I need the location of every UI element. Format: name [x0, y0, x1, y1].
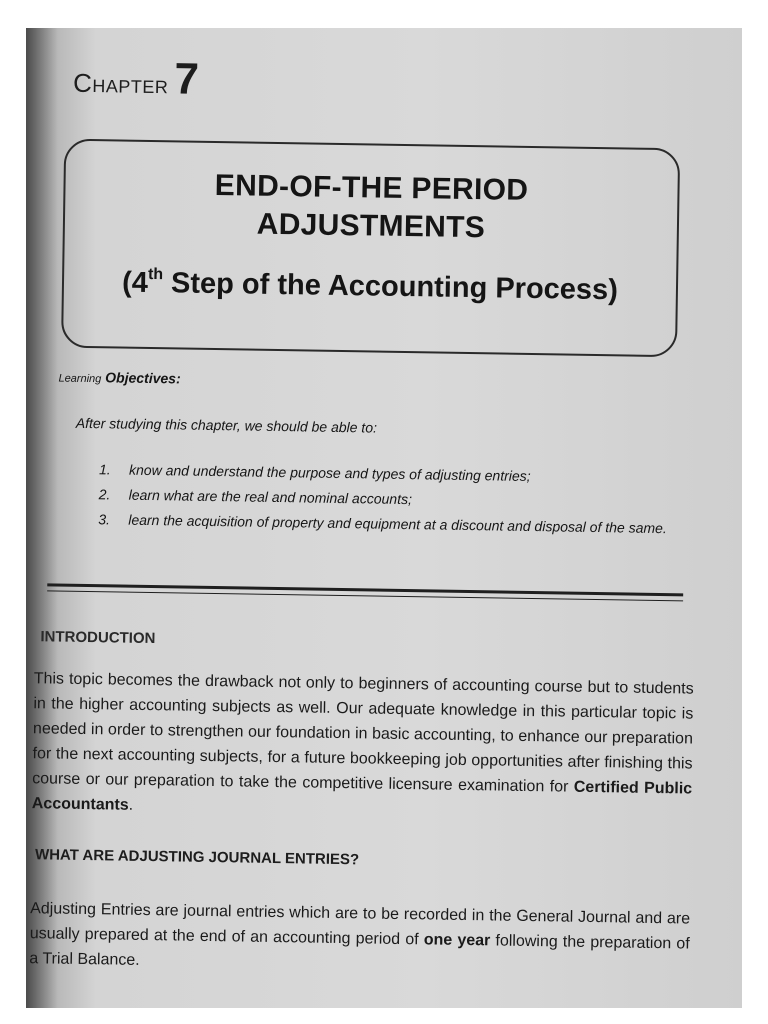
chapter-title-line1: END-OF-THE PERIOD — [214, 168, 529, 207]
adjusting-body-start: Adjusting Entries are journal entries which are to be recorded in the General Journal and are usually prepared at the end of an accounting period of — [29, 900, 691, 949]
adjusting-body-end: following the preparation of a Trial Balance. — [29, 932, 690, 969]
learning-objectives-intro: After studying this chapter, we should be able to: — [75, 414, 378, 436]
introduction-bold-text: Certified Public Accountants — [31, 778, 693, 814]
objective-number: 3. — [98, 511, 111, 528]
introduction-end: . — [128, 796, 134, 814]
learning-objectives-heading — [58, 369, 180, 387]
objective-number: 2. — [98, 486, 111, 503]
objective-text: learn the acquisition of property and equipment at a discount and disposal of the same. — [128, 511, 667, 537]
objectives-word: Objectives: — [101, 369, 181, 387]
chapter-word: Chapter — [72, 67, 169, 100]
document-page — [26, 28, 742, 1008]
chapter-number: 7 — [174, 54, 200, 104]
objectives-list — [98, 457, 679, 541]
chapter-heading — [73, 53, 200, 105]
adjusting-bold-text: one year — [423, 931, 491, 950]
chapter-title-box — [61, 139, 680, 358]
adjusting-entries-paragraph — [29, 896, 690, 981]
objective-text: know and understand the purpose and types of adjusting entries; — [128, 461, 531, 484]
chapter-title-line2: ADJUSTMENTS — [256, 207, 486, 245]
page-photo — [26, 28, 742, 1008]
chapter-subtitle — [64, 265, 676, 309]
objective-number: 1. — [98, 461, 111, 478]
learning-word: Learning — [58, 372, 102, 386]
objective-text: learn what are the real and nominal accounts; — [128, 486, 413, 508]
subtitle-superscript: th — [147, 265, 164, 284]
introduction-heading: INTRODUCTION — [40, 628, 156, 648]
adjusting-entries-heading: WHAT ARE ADJUSTING JOURNAL ENTRIES? — [34, 846, 360, 869]
introduction-body: This topic becomes the drawback not only to beginners of accounting course but to students in the higher accounting subjects as well. Our adequate knowledge in this particular topic is needed in order to strengthen our foundation in basic accounting, to enhance our preparation for the next accounting subjects, for a future bookkeeping job opportunities after finishing this course or our preparation to take the competitive licensure examination for — [32, 670, 694, 796]
subtitle-rest: Step of the Accounting Process) — [162, 267, 619, 307]
introduction-paragraph — [32, 666, 694, 826]
subtitle-open: (4 — [121, 266, 149, 299]
